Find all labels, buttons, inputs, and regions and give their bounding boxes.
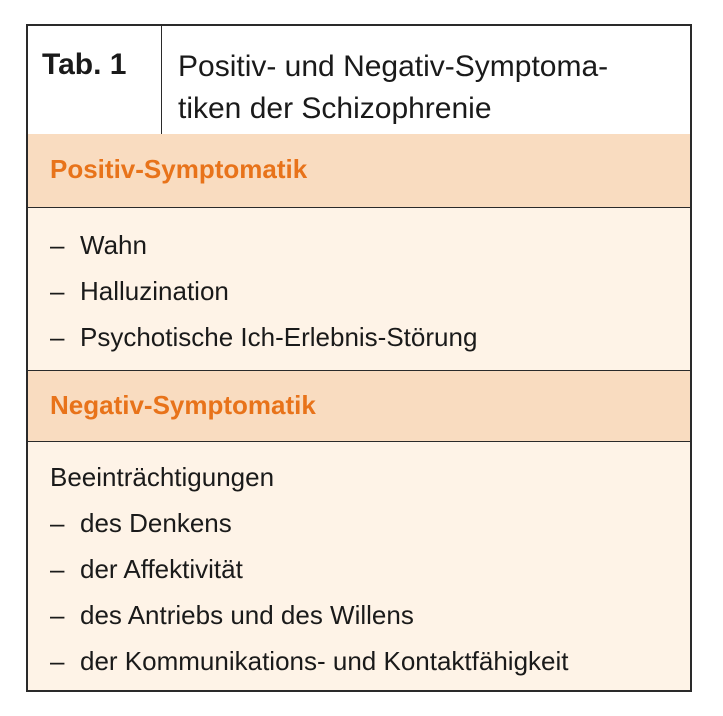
negative-intro: Beeinträchtigungen [50, 462, 275, 492]
table-title [178, 46, 678, 130]
list-item: – der Affektivität [50, 546, 690, 592]
table-label: Tab. 1 [28, 26, 162, 134]
list-item: – des Antriebs und des Willens [50, 592, 690, 638]
bullet-dash: – [50, 600, 65, 630]
list-item: – des Denkens [50, 500, 690, 546]
table-title-line-1: Positiv- und Negativ-Symptoma- [178, 50, 609, 83]
table-header [28, 26, 690, 135]
list-item: – Wahn [50, 222, 690, 268]
table-title-line-2: tiken der Schizophrenie [178, 92, 492, 125]
negative-section-heading: Negativ-Symptomatik [28, 371, 690, 442]
bullet-dash: – [50, 276, 65, 306]
bullet-dash: – [50, 322, 65, 352]
bullet-dash: – [50, 554, 65, 584]
bullet-dash: – [50, 508, 65, 538]
list-item: – Halluzination [50, 268, 690, 314]
bullet-dash: – [50, 230, 65, 260]
bullet-dash: – [50, 646, 65, 676]
positive-section-heading: Positiv-Symptomatik [28, 134, 690, 208]
negative-section-body [28, 442, 690, 690]
symptom-table [26, 24, 692, 692]
positive-section-body [28, 208, 690, 371]
list-item: – der Kommunikations- und Kontaktfähigkeit [50, 638, 690, 684]
list-item: – Psychotische Ich-Erlebnis-Störung [50, 314, 690, 360]
